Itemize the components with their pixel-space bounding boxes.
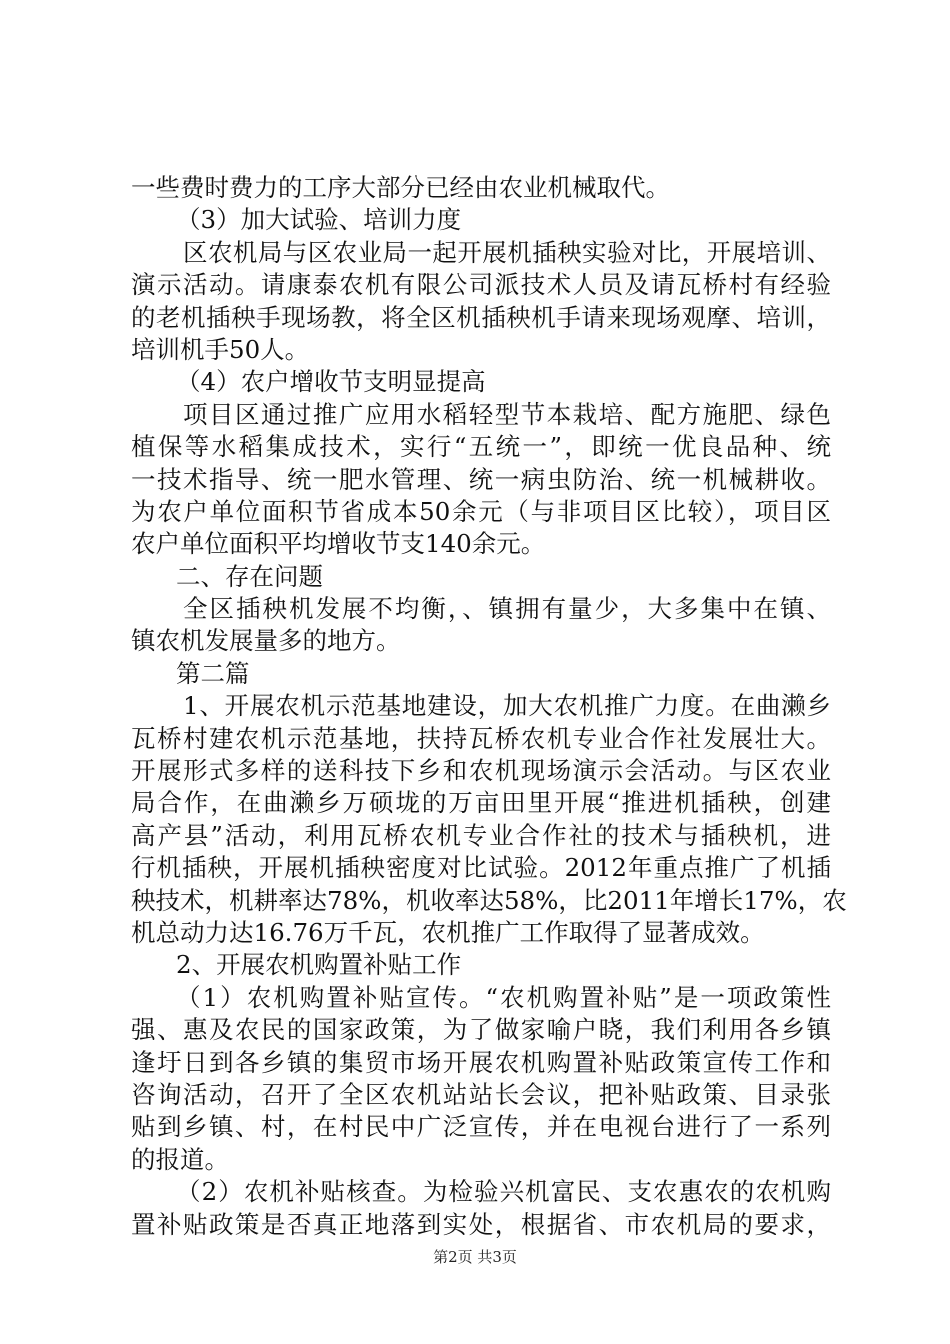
body-line: 开展形式多样的送科技下乡和农机现场演示会活动。与区农业 [131, 756, 831, 786]
body-line: 咨询活动，召开了全区农机站站长会议，把补贴政策、目录张 [131, 1079, 831, 1109]
body-line: 农户单位面积平均增收节支140余元。 [131, 529, 546, 559]
body-line: 1、开展农机示范基地建设，加大农机推广力度。在曲濑乡 [183, 691, 831, 721]
body-line: 全区插秧机发展不均衡，、镇拥有量少，大多集中在镇、 [183, 594, 831, 624]
body-line: 瓦桥村建农机示范基地，扶持瓦桥农机专业合作社发展壮大。 [131, 723, 831, 753]
body-line: 贴到乡镇、村，在村民中广泛宣传，并在电视台进行了一系列 [131, 1112, 831, 1142]
body-line: 植保等水稻集成技术，实行“五统一”，即统一优良品种、统 [131, 432, 831, 462]
body-line: 区农机局与区农业局一起开展机插秧实验对比，开展培训、 [183, 237, 831, 267]
body-line: 一技术指导、统一肥水管理、统一病虫防治、统一机械耕收。 [131, 464, 831, 494]
body-line: 置补贴政策是否真正地落到实处，根据省、市农机局的要求， [131, 1209, 831, 1239]
body-line: 逢圩日到各乡镇的集贸市场开展农机购置补贴政策宣传工作和 [131, 1047, 831, 1077]
page-footer: 第2页 共3页 [433, 1248, 517, 1266]
part-heading: 第二篇 [176, 658, 250, 688]
body-line: 培训机手50人。 [131, 334, 310, 364]
body-line: 的老机插秧手现场教，将全区机插秧机手请来现场观摩、培训， [131, 302, 831, 332]
document-body [131, 172, 847, 1241]
body-line: 机总动力达16.76万千瓦，农机推广工作取得了显著成效。 [131, 917, 765, 947]
body-line: （1）农机购置补贴宣传。“农机购置补贴”是一项政策性 [176, 982, 831, 1012]
body-line: 的报道。 [131, 1144, 229, 1174]
subsection-heading: 2、开展农机购置补贴工作 [176, 950, 462, 980]
body-line: 高产县”活动，利用瓦桥农机专业合作社的技术与插秧机，进 [131, 820, 831, 850]
body-line: 项目区通过推广应用水稻轻型节本栽培、配方施肥、绿色 [183, 399, 831, 429]
body-line: 为农户单位面积节省成本50余元（与非项目区比较），项目区 [131, 496, 831, 526]
body-line: 行机插秧，开展机插秧密度对比试验。2012年重点推广了机插 [131, 853, 831, 883]
body-line: 局合作，在曲濑乡万硕垅的万亩田里开展“推进机插秧，创建 [131, 788, 831, 818]
section-heading: 二、存在问题 [176, 561, 323, 591]
body-line: 一些费时费力的工序大部分已经由农业机械取代。 [131, 173, 670, 202]
body-line: 强、惠及农民的国家政策，为了做家喻户晓，我们利用各乡镇 [131, 1015, 831, 1045]
body-line: 演示活动。请康泰农机有限公司派技术人员及请瓦桥村有经验 [131, 270, 831, 300]
subsection-heading: （4）农户增收节支明显提高 [176, 367, 486, 397]
body-line: 镇农机发展量多的地方。 [131, 626, 401, 656]
body-line: 秧技术，机耕率达78%，机收率达58%，比2011年增长17%，农 [131, 885, 847, 915]
body-line: （2）农机补贴核查。为检验兴机富民、支农惠农的农机购 [176, 1177, 831, 1207]
subsection-heading: （3）加大试验、培训力度 [176, 205, 462, 235]
